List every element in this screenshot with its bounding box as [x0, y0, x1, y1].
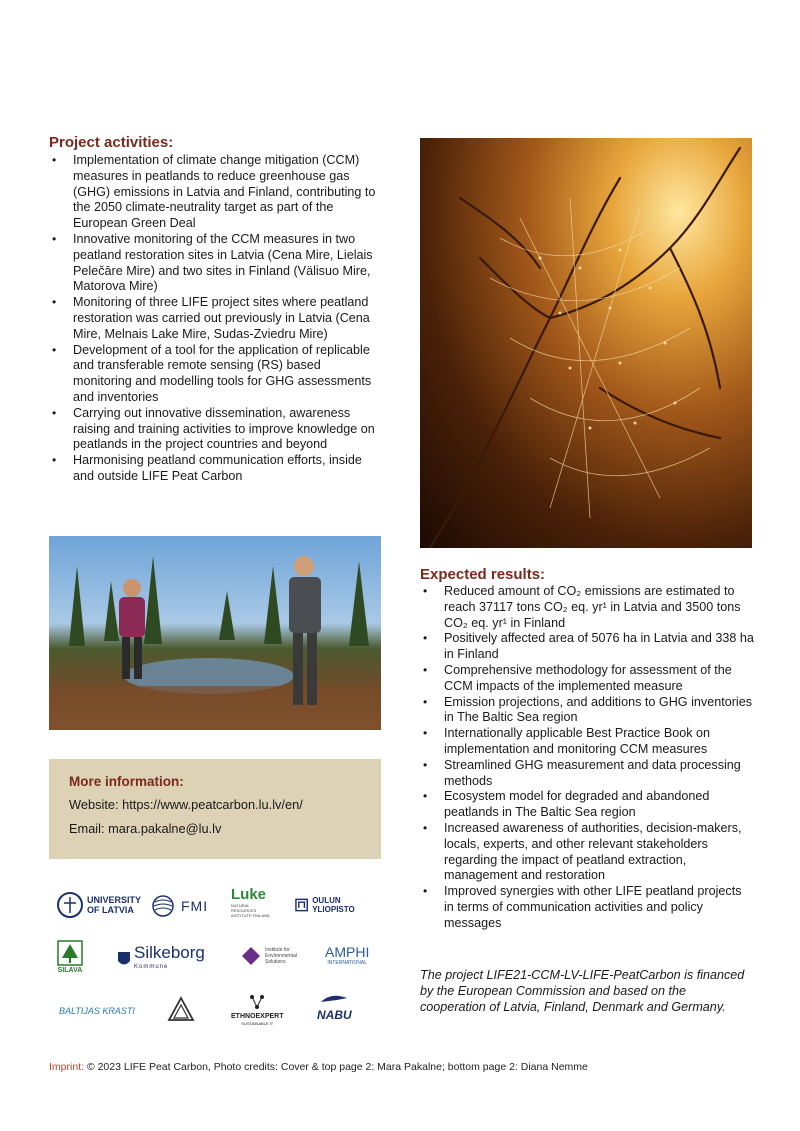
silkeborg-subtitle: Kommune: [134, 964, 169, 970]
logo-ethnoexpert: [231, 992, 284, 1026]
logo-oulun-yliopisto: [295, 896, 381, 914]
spiderweb-photo: [420, 138, 752, 548]
silava-label: SILAVA: [57, 967, 83, 974]
luke-subtitle: NATURAL RESOURCES INSTITUTE FINLAND: [231, 903, 270, 918]
baltijas-krasti-label: BALTIJAS KRASTI: [59, 1006, 135, 1016]
ethnoexpert-label: ETHNOEXPERT: [231, 1013, 284, 1020]
list-item: • Improved synergies with other LIFE peatland projects in terms of communication activities and policy messages: [420, 884, 754, 931]
list-item: • Increased awareness of authorities, decision-makers, locals, experts, and other relevant stakeholders regarding the impact of peatland extraction, management and restoration: [420, 821, 754, 884]
imprint-text: © 2023 LIFE Peat Carbon, Photo credits: Cover & top page 2: Mara Pakalne; bottom page 2: Diana Nemme: [86, 1061, 588, 1073]
list-item: • Comprehensive methodology for assessment of the CCM impacts of the implemented measure: [420, 663, 754, 695]
email-link[interactable]: Email: mara.pakalne@lu.lv: [69, 821, 222, 836]
university-of-latvia-label: UNIVERSITY OF LATVIA: [87, 895, 141, 915]
silkeborg-label: Silkeborg: [134, 943, 205, 962]
more-information-box: [49, 759, 381, 859]
list-item: • Development of a tool for the application of replicable and transferable remote sensing (RS) based monitoring and modelling tools for GHG assessments and inventories: [49, 343, 381, 406]
results-list: [420, 584, 754, 932]
activities-title: Project activities:: [49, 134, 174, 151]
list-item: • Streamlined GHG measurement and data processing methods: [420, 758, 754, 790]
amphi-label: AMPHI: [325, 944, 370, 960]
university-of-latvia-icon: [57, 892, 83, 918]
logo-fmi: [151, 894, 208, 918]
partner-logos: [49, 880, 381, 1040]
activities-list: [49, 153, 381, 485]
logo-baltijas-krasti: [59, 1006, 135, 1016]
info-title: More information:: [69, 774, 184, 789]
triangle-logo-icon: [167, 996, 195, 1022]
amphi-subtitle: INTERNATIONAL: [327, 960, 367, 966]
list-item: • Ecosystem model for degraded and abandoned peatlands in The Baltic Sea region: [420, 789, 754, 821]
ies-icon: [241, 946, 261, 966]
nabu-label: NABU: [317, 1008, 352, 1022]
list-item: • Reduced amount of CO₂ emissions are estimated to reach 37117 tons CO₂ eq. yr¹ in Latvia and 3500 tons CO₂ eq. yr¹ in Finland: [420, 584, 754, 631]
list-item: • Implementation of climate change mitigation (CCM) measures in peatlands to reduce greenhouse gas (GHG) emissions in Latvia and Finland, contributing to the 2050 climate-neutrality target as part of the European Green Deal: [49, 153, 381, 232]
oulu-label: OULUN YLIOPISTO: [312, 896, 355, 914]
imprint: [49, 1061, 588, 1073]
financing-statement: The project LIFE21-CCM-LV-LIFE-PeatCarbon is financed by the European Commission and based on the cooperation of Latvia, Finland, Denmark and Germany.: [420, 968, 745, 1014]
list-item: • Harmonising peatland communication efforts, inside and outside LIFE Peat Carbon: [49, 453, 381, 485]
logo-ies: [241, 946, 301, 966]
imprint-label: Imprint:: [49, 1061, 85, 1073]
logo-amphi: [325, 944, 369, 966]
peatland-illustration: [49, 536, 381, 730]
logo-triangle: [167, 996, 195, 1022]
list-item: • Positively affected area of 5076 ha in Latvia and 338 ha in Finland: [420, 631, 754, 663]
peatland-photo: [49, 536, 381, 730]
fmi-icon: [151, 894, 177, 918]
list-item: • Carrying out innovative dissemination, awareness raising and training activities to improve knowledge on peatlands in the project countries and beyond: [49, 406, 381, 453]
ies-label: Institute for Environmental Solutions: [265, 947, 297, 965]
silkeborg-crest-icon: [117, 951, 131, 969]
spiderweb-illustration: [420, 138, 752, 548]
fmi-label: FMI: [181, 898, 209, 914]
list-item: • Monitoring of three LIFE project sites where peatland restoration was carried out previously in Latvia (Cena Mire, Melnais Lake Mire, Sudas-Zviedru Mire): [49, 295, 381, 342]
silava-tree-icon: [57, 940, 83, 966]
logo-university-of-latvia: [57, 892, 139, 918]
logo-nabu: [317, 992, 352, 1022]
ethnoexpert-subtitle: SUSTAINABLE IT: [241, 1021, 274, 1026]
list-item: • Emission projections, and additions to GHG inventories in The Baltic Sea region: [420, 695, 754, 727]
oulu-icon: [295, 898, 308, 912]
results-title: Expected results:: [420, 566, 546, 583]
list-item: • Innovative monitoring of the CCM measures in two peatland restoration sites in Latvia (Cena Mire, Lielais Pelečāre Mire) and two sites in Finland (Välisuo Mire, Matorova Mire): [49, 232, 381, 295]
luke-label: Luke: [231, 886, 267, 903]
logo-luke: [231, 886, 275, 918]
website-link[interactable]: Website: https://www.peatcarbon.lu.lv/en/: [69, 797, 303, 812]
logo-silava: [57, 940, 83, 974]
ethnoexpert-icon: [247, 992, 267, 1012]
stork-icon: [319, 992, 349, 1008]
logo-silkeborg: [117, 943, 205, 974]
list-item: • Internationally applicable Best Practice Book on implementation and monitoring CCM measures: [420, 726, 754, 758]
